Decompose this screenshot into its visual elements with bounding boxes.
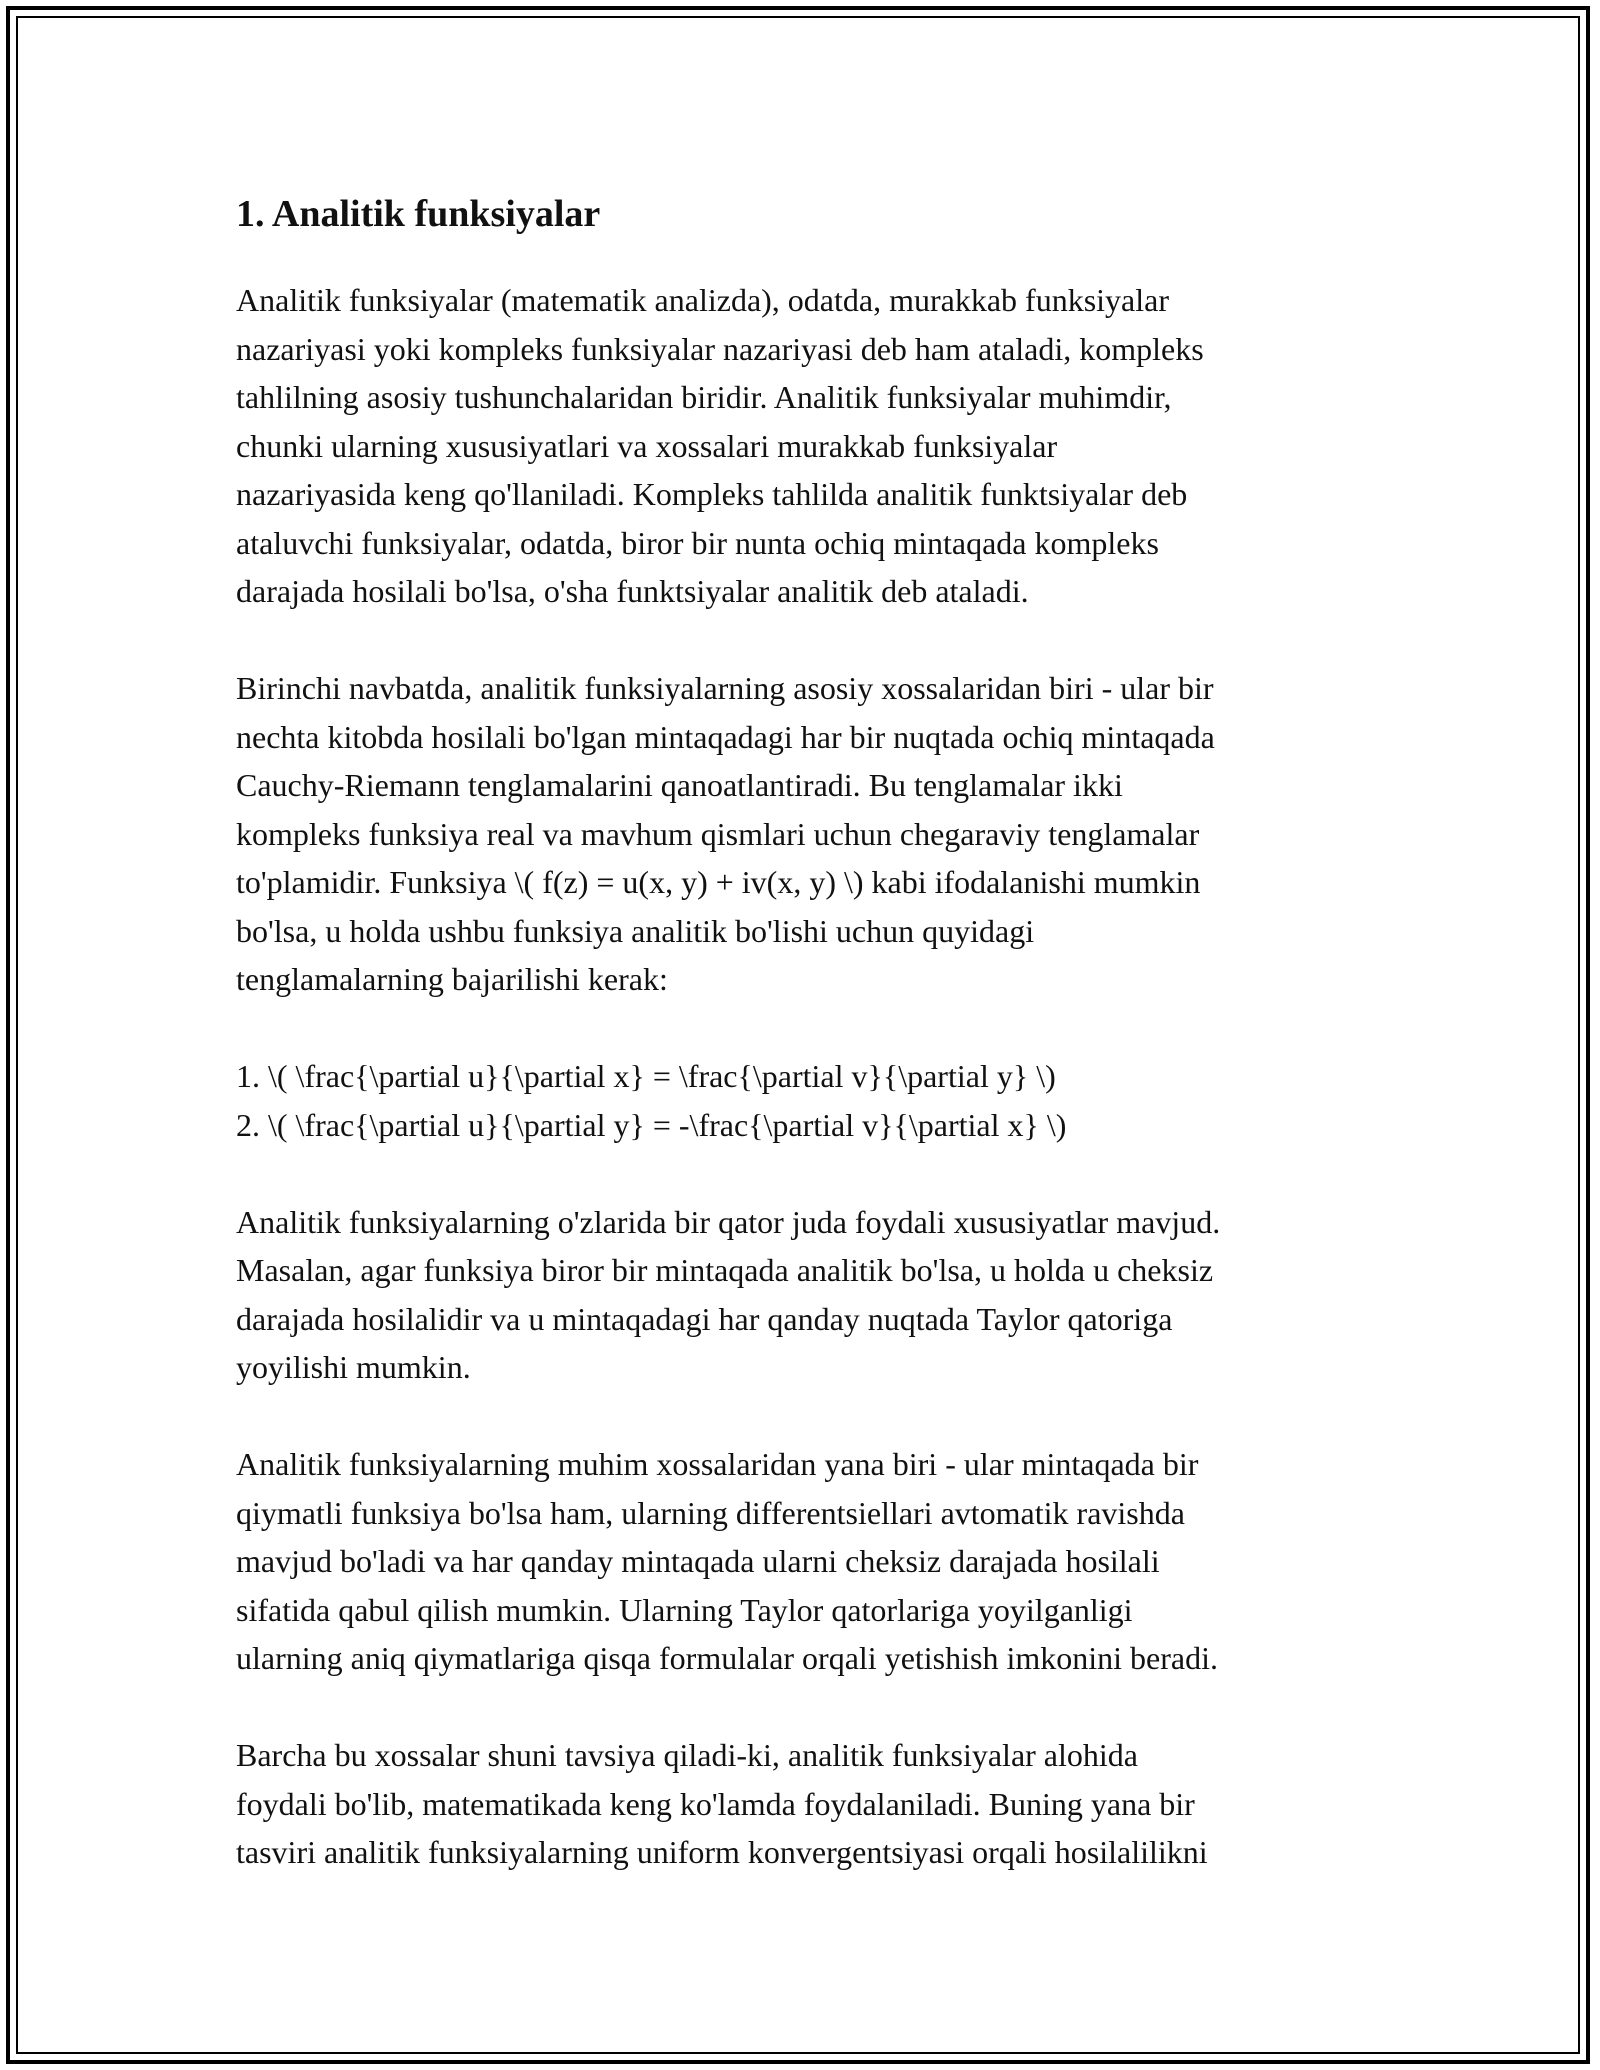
paragraph-properties: Analitik funksiyalarning o'zlarida bir qator juda foydali xususiyatlar mavjud. Masalan, agar funksiya biror bir mintaqada analitik bo'lsa, u holda u cheksiz darajada hosilalidir va u mintaqadagi har qanday nuqtada Taylor qatoriga yoyilishi mumkin. (236, 1203, 1221, 1385)
equation-list (236, 1052, 1386, 1149)
paragraph-conclusion: Barcha bu xossalar shuni tavsiya qiladi-ki, analitik funksiyalar alohida foydali bo'lib, matematikada keng ko'lamda foydalaniladi. Buning yana bir tasviri analitik funksiyalarning uniform konvergentsiyasi orqali hosilalilikni (236, 1737, 1208, 1870)
document-page (236, 186, 1386, 1925)
paragraph-important-property: Analitik funksiyalarning muhim xossalaridan yana biri - ular mintaqada bir qiymatli funksiya bo'lsa ham, ularning differentsiellari avtomatik ravishda mavjud bo'ladi va har qanday mintaqada ularni cheksiz darajada hosilali sifatida qabul qilish mumkin. Ularning Taylor qatorlariga yoyilganligi ularning aniq qiymatlariga qisqa formulalar orqali yetishish imkonini beradi. (236, 1446, 1218, 1676)
equation-2: 2. \( \frac{\partial u}{\partial y} = -\frac{\partial v}{\partial x} \) (236, 1106, 1067, 1143)
section-title: 1. Analitik funksiyalar (236, 193, 601, 235)
paragraph-intro: Analitik funksiyalar (matematik analizda), odatda, murakkab funksiyalar nazariyasi yoki kompleks funksiyalar nazariyasi deb ham ataladi, kompleks tahlilning asosiy tushunchalaridan biridir. Analitik funksiyalar muhimdir, chunki ularning xususiyatlari va xossalari murakkab funksiyalar nazariyasida keng qo'llaniladi. Kompleks tahlilda analitik funktsiyalar deb ataluvchi funksiyalar, odatda, biror bir nunta ochiq mintaqada kompleks darajada hosilali bo'lsa, o'sha funktsiyalar analitik deb ataladi. (236, 282, 1204, 609)
paragraph-cauchy-riemann: Birinchi navbatda, analitik funksiyalarning asosiy xossalaridan biri - ular bir nechta kitobda hosilali bo'lgan mintaqadagi har bir nuqtada ochiq mintaqada Cauchy-Riemann tenglamalarini qanoatlantiradi. Bu tenglamalar ikki kompleks funksiya real va mavhum qismlari uchun chegaraviy tenglamalar to'plamidir. Funksiya \( f(z) = u(x, y) + iv(x, y) \) kabi ifodalanishi mumkin bo'lsa, u holda ushbu funksiya analitik bo'lishi uchun quyidagi tenglamalarning bajarilishi kerak: (236, 670, 1215, 997)
equation-1: 1. \( \frac{\partial u}{\partial x} = \frac{\partial v}{\partial y} \) (236, 1058, 1056, 1094)
